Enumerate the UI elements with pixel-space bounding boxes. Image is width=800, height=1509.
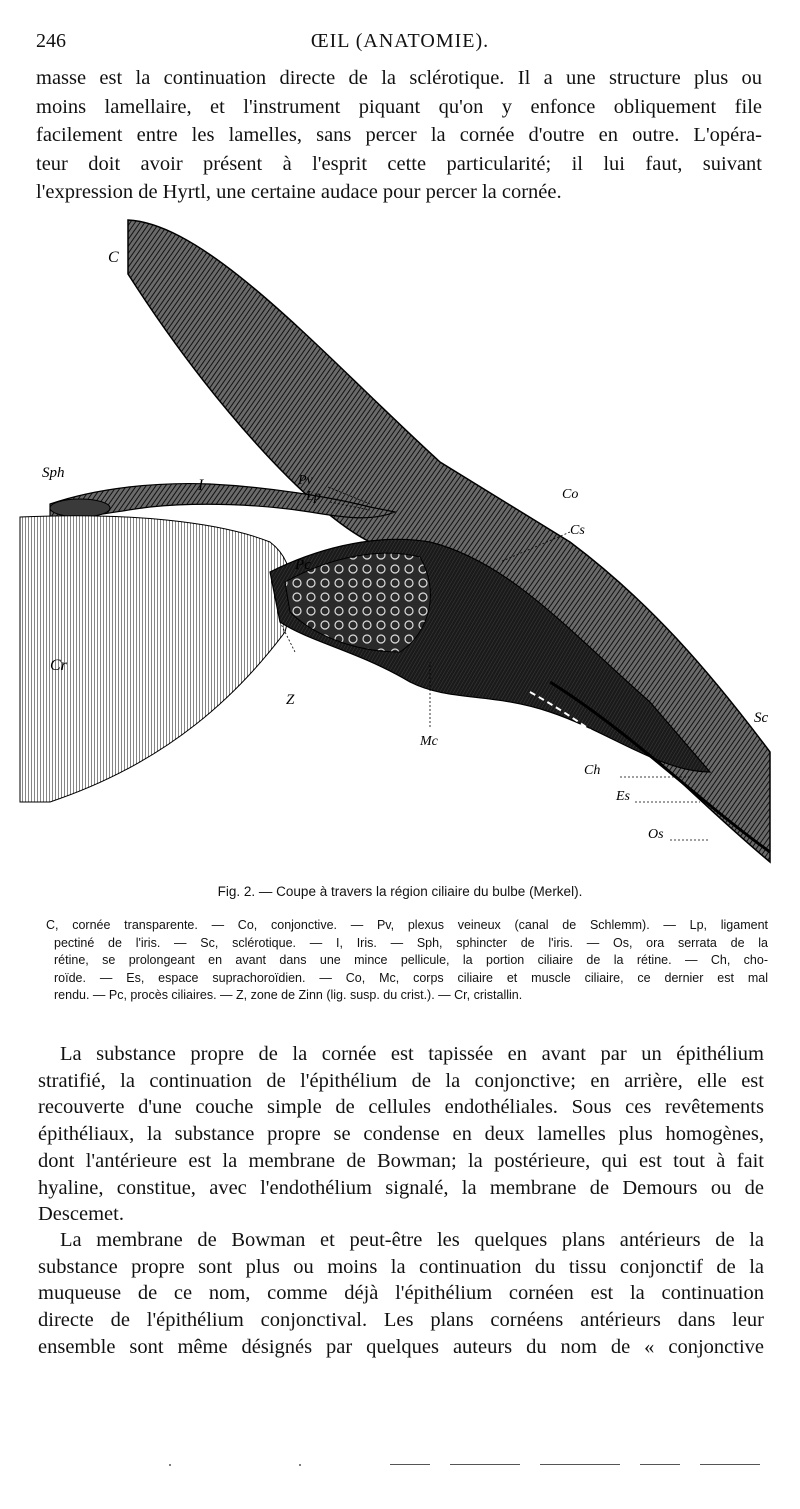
legend-line: rendu. — Pc, procès ciliaires. — Z, zone de Zinn (lig. susp. du crist.). — Cr, cristallin. bbox=[54, 988, 523, 1002]
label-Es: Es bbox=[616, 789, 630, 804]
running-title: ŒIL (ANATOMIE). bbox=[310, 30, 490, 52]
text-line: facilement entre les lamelles, sans percer la cornée d'outre en outre. L'opéra- bbox=[36, 124, 762, 146]
text-line: l'expression de Hyrtl, une certaine audace pour percer la cornée. bbox=[36, 181, 562, 203]
label-C: C bbox=[108, 249, 119, 266]
label-Sph: Sph bbox=[42, 465, 65, 481]
intro-paragraph bbox=[36, 64, 762, 207]
figure-legend bbox=[46, 917, 768, 1005]
ciliary-region-illustration bbox=[10, 212, 790, 872]
text-line: La substance propre de la cornée est tapissée en avant par un épithélium bbox=[60, 1043, 764, 1065]
page-header bbox=[36, 30, 764, 58]
text-line: Descemet. bbox=[38, 1203, 124, 1226]
label-Pc: Pc bbox=[295, 557, 311, 573]
legend-line: pectiné de l'iris. — Sc, sclérotique. — I, Iris. — Sph, sphincter de l'iris. — Os, ora serrata de la bbox=[54, 935, 768, 950]
label-Os: Os bbox=[648, 827, 664, 842]
label-Pv: Pv bbox=[298, 473, 313, 488]
label-Cs: Cs bbox=[570, 523, 585, 538]
text-line: teur doit avoir présent à l'esprit cette particularité; il lui faut, suivant bbox=[36, 152, 762, 175]
figure-caption: Fig. 2. — Coupe à travers la région ciliaire du bulbe (Merkel). bbox=[217, 884, 583, 899]
sphincter bbox=[50, 499, 110, 517]
label-Co: Co bbox=[562, 487, 579, 502]
label-Lp: Lp bbox=[306, 489, 321, 504]
legend-line: roïde. — Es, espace suprachoroïdien. — Co, Mc, corps ciliaire et muscle ciliaire, ce dernier est mal bbox=[54, 970, 768, 985]
text-line: moins lamellaire, et l'instrument piquant qu'on y enfonce obliquement file bbox=[36, 95, 762, 118]
footer-print-residue bbox=[160, 1462, 780, 1468]
page-number: 246 bbox=[36, 30, 66, 52]
text-line: masse est la continuation directe de la sclérotique. Il a une structure plus ou bbox=[36, 67, 762, 89]
text-line: stratifié, la continuation de l'épithélium de la conjonctive; en arrière, elle est bbox=[38, 1069, 764, 1092]
text-line: hyaline, constitue, avec l'endothélium signalé, la membrane de Demours ou de bbox=[38, 1176, 764, 1199]
paragraph-cornea-substance bbox=[38, 1041, 764, 1228]
text-line: dont l'antérieure est la membrane de Bowman; la postérieure, qui est tout à fait bbox=[38, 1149, 764, 1172]
text-line: substance propre sont plus ou moins la continuation du tissu conjonctif de la bbox=[38, 1255, 764, 1278]
legend-line: C, cornée transparente. — Co, conjonctive. — Pv, plexus veineux (canal de Schlemm). — Lp, ligament bbox=[46, 918, 768, 932]
label-I: I bbox=[198, 477, 204, 494]
label-Ch: Ch bbox=[584, 763, 601, 778]
text-line: épithéliaux, la substance propre se condense en deux lamelles plus homogènes, bbox=[38, 1123, 764, 1146]
text-line: ensemble sont même désignés par quelques auteurs du nom de « conjonctive bbox=[38, 1335, 764, 1358]
label-Sc: Sc bbox=[754, 710, 769, 726]
anatomical-figure bbox=[10, 212, 790, 872]
text-line: La membrane de Bowman et peut-être les quelques plans antérieurs de la bbox=[60, 1229, 764, 1251]
legend-line: rétine, se prolongeant en avant dans une mince pellicule, la portion ciliaire de la rétine. — Ch, cho- bbox=[54, 953, 768, 967]
paragraph-bowman-membrane bbox=[38, 1227, 764, 1361]
label-Cr: Cr bbox=[50, 657, 67, 674]
text-line: directe de l'épithélium conjonctival. Les plans cornéens antérieurs dans leur bbox=[38, 1309, 764, 1332]
label-Z: Z bbox=[286, 692, 295, 708]
text-line: recouverte d'une couche simple de cellules endothéliales. Sous ces revêtements bbox=[38, 1096, 764, 1119]
text-line: muqueuse de ce nom, comme déjà l'épithélium cornéen est la continuation bbox=[38, 1282, 764, 1305]
label-Mc: Mc bbox=[420, 734, 438, 749]
